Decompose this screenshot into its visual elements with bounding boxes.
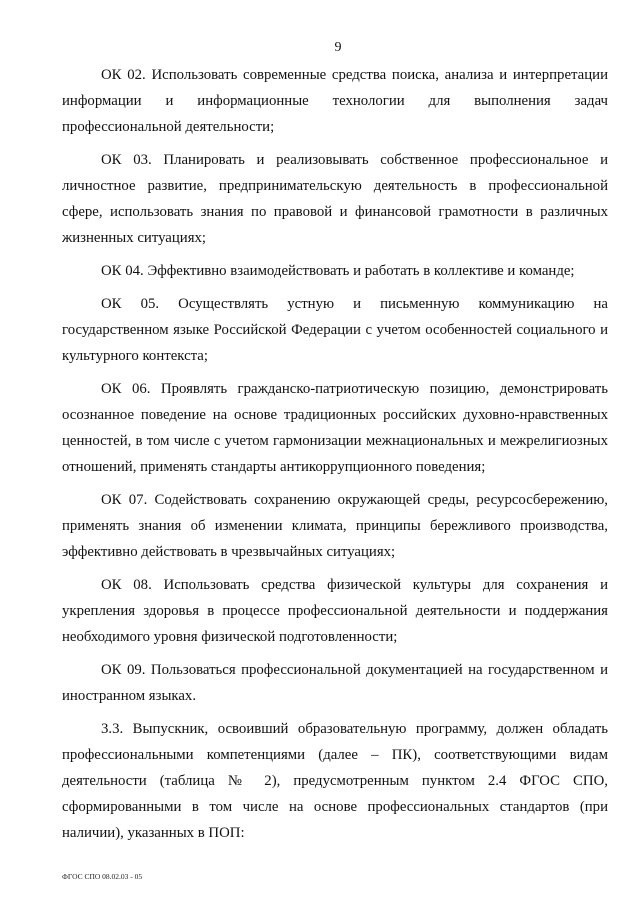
paragraph-ok-07: ОК 07. Содействовать сохранению окружающей среды, ресурсосбережению, применять знания об изменении климата, принципы бережливого производства, эффективно действовать в чрезвычайных ситуациях; <box>62 492 608 560</box>
footer-code: ФГОС СПО 08.02.03 - 05 <box>62 872 143 881</box>
paragraph-ok-05: ОК 05. Осуществлять устную и письменную коммуникацию на государственном языке Российской Федерации с учетом особенностей социального и культурного контекста; <box>62 296 608 364</box>
document-body <box>62 62 608 853</box>
paragraph-ok-06: ОК 06. Проявлять гражданско-патриотическую позицию, демонстрировать осознанное поведение на основе традиционных российских духовно-нравственных ценностей, в том числе с учетом гармонизации межнациональных и межрелигиозных отношений, применять стандарты антикоррупционного поведения; <box>62 381 608 475</box>
paragraph-ok-09: ОК 09. Пользоваться профессиональной документацией на государственном и иностранном языках. <box>62 662 608 704</box>
paragraph-ok-03: ОК 03. Планировать и реализовывать собственное профессиональное и личностное развитие, предпринимательскую деятельность в профессиональной сфере, использовать знания по правовой и финансовой грамотности в различных жизненных ситуациях; <box>62 152 608 246</box>
paragraph-ok-08: ОК 08. Использовать средства физической культуры для сохранения и укрепления здоровья в процессе профессиональной деятельности и поддержания необходимого уровня физической подготовленности; <box>62 577 608 645</box>
page-number: 9 <box>334 40 342 55</box>
paragraph-ok-02: ОК 02. Использовать современные средства поиска, анализа и интерпретации информации и информационные технологии для выполнения задач профессиональной деятельности; <box>62 67 608 135</box>
paragraph-section-3-3: 3.3. Выпускник, освоивший образовательную программу, должен обладать профессиональными компетенциями (далее – ПК), соответствующими видам деятельности (таблица № 2), предусмотренным пунктом 2.4 ФГОС СПО, сформированными в том числе на основе профессиональных стандартов (при наличии), указанных в ПОП: <box>62 721 608 841</box>
paragraph-ok-04: ОК 04. Эффективно взаимодействовать и работать в коллективе и команде; <box>101 263 575 279</box>
